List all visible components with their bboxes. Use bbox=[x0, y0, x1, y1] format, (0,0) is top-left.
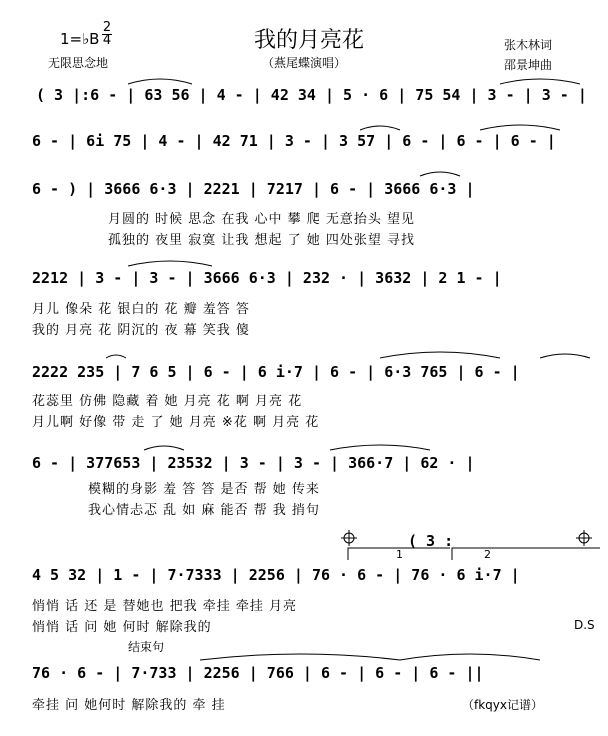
lyric-row-7-verse-2: 悄悄 话 问 她 何时 解除我的 bbox=[32, 620, 212, 635]
transcriber-credit: （fkqyx记谱） bbox=[462, 698, 543, 712]
slur bbox=[330, 445, 430, 450]
lyric-row-5-verse-1: 花蕊里 仿佛 隐藏 着 她 月亮 花 啊 月亮 花 bbox=[32, 394, 303, 409]
subtitle: （燕尾蝶演唱） bbox=[262, 56, 347, 70]
lyricist: 张木林词 bbox=[504, 38, 553, 52]
time-sig-bottom: 4 bbox=[102, 33, 112, 48]
notation-row-3: 6 - ) | 3666 6·3 | 2221 | 7217 | 6 - | 3666 6·3 | bbox=[32, 180, 475, 198]
notation-row-8: 76 · 6 - | 7·733 | 2256 | 766 | 6 - | 6 - | 6 - || bbox=[32, 664, 484, 682]
key-signature: 1=♭B bbox=[60, 30, 100, 48]
slur bbox=[106, 355, 126, 358]
composer: 邵景坤曲 bbox=[504, 58, 553, 72]
lyric-row-3-verse-2: 孤独的 夜里 寂寞 让我 想起 了 她 四处张望 寻找 bbox=[108, 233, 416, 248]
volta-2-label: 2 bbox=[484, 548, 491, 561]
slur bbox=[360, 126, 400, 130]
lyric-row-6-verse-1: 模糊的身影 羞 答 答 是否 帮 她 传来 bbox=[88, 482, 320, 497]
notation-row-1: ( 3 |:6 - | 63 56 | 4 - | 42 34 | 5 · 6 | 75 54 | 3 - | 3 - | bbox=[36, 86, 587, 104]
slur bbox=[144, 446, 184, 450]
slur bbox=[200, 654, 400, 660]
volta-2-bracket bbox=[452, 548, 600, 560]
coda-pickup: ( 3 : bbox=[408, 532, 454, 550]
slur bbox=[540, 354, 590, 358]
lyric-row-8-verse-1: 牵挂 问 她何时 解除我的 牵 挂 bbox=[32, 698, 226, 713]
lyric-row-5-verse-2: 月儿啊 好像 带 走 了 她 月亮 ※花 啊 月亮 花 bbox=[32, 415, 320, 430]
notation-row-4: 2212 | 3 - | 3 - | 3666 6·3 | 232 · | 3632 | 2 1 - | bbox=[32, 269, 502, 287]
notation-row-6: 6 - | 377653 | 23532 | 3 - | 3 - | 366·7 | 62 · | bbox=[32, 454, 475, 472]
slur bbox=[420, 172, 460, 176]
slur bbox=[128, 261, 212, 266]
tempo-mood: 无限思念地 bbox=[48, 56, 109, 70]
slur bbox=[500, 79, 580, 84]
ds-marking: D.S bbox=[574, 618, 595, 632]
lyric-row-3-verse-1: 月圆的 时候 思念 在我 心中 攀 爬 无意抬头 望见 bbox=[108, 212, 416, 227]
lyric-row-6-verse-2: 我心情忐忑 乱 如 麻 能否 帮 我 捎句 bbox=[88, 503, 320, 518]
slur bbox=[380, 352, 500, 358]
time-sig-top: 2 bbox=[102, 20, 112, 35]
slur bbox=[400, 654, 540, 660]
slur bbox=[480, 125, 560, 130]
notation-row-2: 6 - | 6i 75 | 4 - | 42 71 | 3 - | 3 57 | 6 - | 6 - | 6 - | bbox=[32, 132, 556, 150]
notation-row-5: 2222 235 | 7 6 5 | 6 - | 6 i·7 | 6 - | 6·3 765 | 6 - | bbox=[32, 363, 520, 381]
notation-row-7: 4 5 32 | 1 - | 7·7333 | 2256 | 76 · 6 - | 76 · 6 i·7 | bbox=[32, 566, 520, 584]
lyric-row-7-verse-1: 悄悄 话 还 是 替她也 把我 牵挂 牵挂 月亮 bbox=[32, 599, 298, 614]
volta-1-bracket bbox=[348, 548, 450, 560]
lyric-row-4-verse-1: 月儿 像朵 花 银白的 花 瓣 羞答 答 bbox=[32, 302, 250, 317]
song-title: 我的月亮花 bbox=[254, 28, 365, 53]
slur bbox=[128, 79, 192, 84]
volta-1-label: 1 bbox=[396, 548, 403, 561]
lyric-row-4-verse-2: 我的 月亮 花 阴沉的 夜 幕 笑我 傻 bbox=[32, 323, 250, 338]
ending-label: 结束句 bbox=[128, 640, 165, 654]
